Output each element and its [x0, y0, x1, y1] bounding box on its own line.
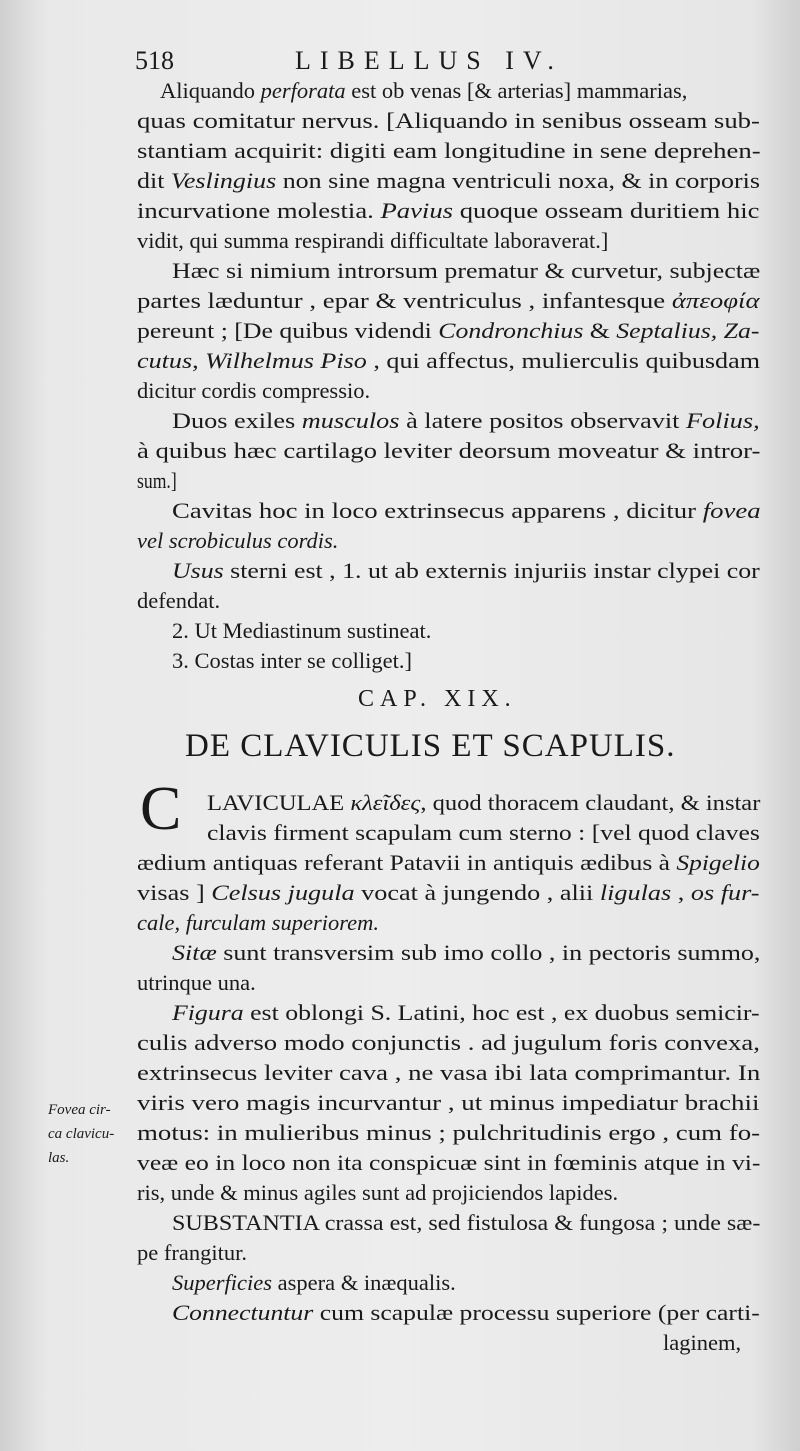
- text-line: [137, 196, 759, 226]
- text-span: est oblongi S. Latini, hoc est , ex duobus semicir-: [243, 1000, 760, 1025]
- text-line: [137, 1238, 247, 1268]
- text-span: &: [583, 318, 617, 343]
- text-span: à quibus hæc cartilago leviter deorsum moveatur & intror-: [137, 438, 761, 463]
- italic-span: cale, furculam superiorem.: [137, 910, 380, 935]
- italic-span: ligulas: [599, 880, 672, 905]
- text-line: [137, 878, 759, 908]
- text-line: [137, 286, 760, 316]
- text-span: SUBSTANTIA crassa est, sed fistulosa & fungosa ; unde sæ-: [172, 1210, 761, 1235]
- italic-span: Wilhelmus Piso: [205, 348, 367, 373]
- text-span: quas comitatur nervus. [Aliquando in senibus osseam sub-: [137, 108, 760, 133]
- text-span: cum scapulæ processu superiore (per carti-: [313, 1300, 760, 1325]
- italic-span: Condronchius: [438, 318, 584, 343]
- text-span: Duos exiles: [172, 408, 302, 433]
- text-span: ris, unde & minus agiles sunt ad projiciendos lapides.: [137, 1180, 619, 1205]
- text-span: ,: [671, 880, 691, 905]
- italic-span: κλεῖδες: [350, 790, 421, 815]
- italic-span: fovea: [702, 498, 761, 523]
- text-span: , quod thoracem claudant, & instar: [420, 790, 761, 815]
- text-span: non sine magna ventriculi noxa, & in corporis: [276, 168, 760, 193]
- italic-span: os fur-: [690, 880, 760, 905]
- text-span: sunt transversim sub imo collo , in pectoris summo,: [216, 940, 761, 965]
- italic-span: Sitæ: [172, 940, 217, 965]
- text-line: [172, 256, 760, 286]
- text-line: [160, 76, 687, 106]
- italic-span: Superficies: [172, 1270, 272, 1295]
- text-span: utrinque una.: [137, 970, 256, 995]
- text-line: [137, 226, 608, 256]
- page-number: 518: [135, 46, 174, 75]
- text-line: [137, 526, 338, 556]
- text-line: [172, 616, 431, 646]
- running-title: LIBELLUS IV.: [295, 46, 563, 75]
- text-span: defendat.: [137, 588, 221, 613]
- text-span: extrinsecus leviter cava , ne vasa ibi lata comprimantur. In: [137, 1060, 761, 1085]
- italic-span: Celsus jugula: [211, 880, 355, 905]
- text-line: [207, 818, 760, 848]
- italic-span: ἀπεοφία: [671, 288, 760, 313]
- text-span: ædium antiquas referant Patavii in antiquis ædibus à: [137, 850, 677, 875]
- italic-span: Spigelio: [676, 850, 760, 875]
- italic-span: Usus: [172, 558, 224, 583]
- text-span: clavis firment scapulam cum sterno : [vel quod claves: [207, 820, 760, 845]
- text-line: [172, 938, 760, 968]
- text-span: est ob venas [& arterias] mammarias,: [345, 78, 688, 103]
- text-line: [137, 908, 379, 938]
- text-span: partes læduntur , epar & ventriculus , infantesque: [137, 288, 672, 313]
- italic-span: musculos: [301, 408, 400, 433]
- italic-span: Pavius: [380, 198, 454, 223]
- text-span: LAVICULAE: [207, 790, 351, 815]
- text-span: stantiam acquirit: digiti eam longitudine in sene deprehen-: [137, 138, 761, 163]
- text-span: Cavitas hoc in loco extrinsecus apparens , dicitur: [172, 498, 703, 523]
- text-line: [137, 346, 760, 376]
- text-line: [207, 788, 760, 818]
- italic-span: vel scrobiculus cordis.: [137, 528, 339, 553]
- italic-span: cutus: [137, 348, 193, 373]
- text-span: à latere positos observavit: [399, 408, 687, 433]
- text-line: [137, 1028, 760, 1058]
- text-span: 2. Ut Mediastinum sustineat.: [172, 618, 432, 643]
- text-line: [137, 436, 760, 466]
- text-span: Aliquando: [160, 78, 261, 103]
- margin-note-line: ca clavicu-: [48, 1126, 115, 1142]
- text-line: [172, 496, 761, 526]
- text-line: [137, 466, 177, 496]
- text-span: sterni est , 1. ut ab externis injuriis instar clypei cor: [223, 558, 760, 583]
- text-line: [137, 136, 761, 166]
- text-line: [172, 1268, 456, 1298]
- text-span: 3. Costas inter se colliget.]: [172, 648, 412, 673]
- page-header: [135, 40, 735, 80]
- italic-span: Folius,: [686, 408, 760, 433]
- text-line: [137, 848, 760, 878]
- text-span: sum.]: [137, 468, 177, 493]
- chapter-label: CAP. XIX.: [358, 686, 517, 712]
- text-line: [663, 1328, 741, 1358]
- text-span: dit: [137, 168, 171, 193]
- italic-span: Figura: [172, 1000, 244, 1025]
- text-span: visas ]: [137, 880, 212, 905]
- text-line: [172, 646, 412, 676]
- text-span: ,: [192, 348, 206, 373]
- text-line: [137, 586, 220, 616]
- italic-span: Connectuntur: [172, 1300, 314, 1325]
- text-span: Hæc si nimium introrsum prematur & curvetur, subjectæ: [172, 258, 761, 283]
- text-span: dicitur cordis compressio.: [137, 378, 371, 403]
- text-span: pereunt ; [De quibus videndi: [137, 318, 439, 343]
- text-line: [137, 1178, 618, 1208]
- text-line: [172, 556, 760, 586]
- text-line: [137, 316, 759, 346]
- italic-span: perforata: [260, 78, 346, 103]
- text-line: [137, 376, 370, 406]
- text-line: [137, 1118, 760, 1148]
- text-line: [137, 968, 256, 998]
- text-line: [172, 1208, 760, 1238]
- text-span: pe frangitur.: [137, 1240, 247, 1265]
- text-span: culis adverso modo conjunctis . ad jugulum foris convexa,: [137, 1030, 760, 1055]
- margin-note-line: Fovea cir-: [48, 1102, 111, 1118]
- text-span: vidit, qui summa respirandi difficultate laboraverat.]: [137, 228, 609, 253]
- italic-span: Septalius, Za-: [616, 318, 760, 343]
- margin-note-line: las.: [48, 1150, 70, 1166]
- text-line: [137, 1148, 760, 1178]
- text-span: motus: in mulieribus minus ; pulchritudinis ergo , cum fo-: [137, 1120, 761, 1145]
- text-line: [172, 998, 760, 1028]
- text-span: vocat à jungendo , alii: [354, 880, 600, 905]
- chapter-title: DE CLAVICULIS ET SCAPULIS.: [185, 728, 676, 764]
- italic-span: Veslingius: [170, 168, 277, 193]
- text-span: incurvatione molestia.: [137, 198, 381, 223]
- text-span: quoque osseam duritiem hic: [453, 198, 760, 223]
- text-span: laginem,: [663, 1330, 742, 1355]
- text-line: [172, 406, 760, 436]
- drop-capital: C: [140, 775, 182, 843]
- text-span: veæ eo in loco non ita conspicuæ sint in fœminis atque in vi-: [137, 1150, 761, 1175]
- text-span: viris vero magis incurvantur , ut minus impediatur brachii: [137, 1090, 760, 1115]
- text-span: aspera & inæqualis.: [271, 1270, 456, 1295]
- text-line: [137, 106, 760, 136]
- text-line: [137, 1058, 760, 1088]
- text-line: [172, 1298, 760, 1328]
- text-line: [137, 1088, 759, 1118]
- text-span: , qui affectus, mulierculis quibusdam: [366, 348, 761, 373]
- text-line: [137, 166, 760, 196]
